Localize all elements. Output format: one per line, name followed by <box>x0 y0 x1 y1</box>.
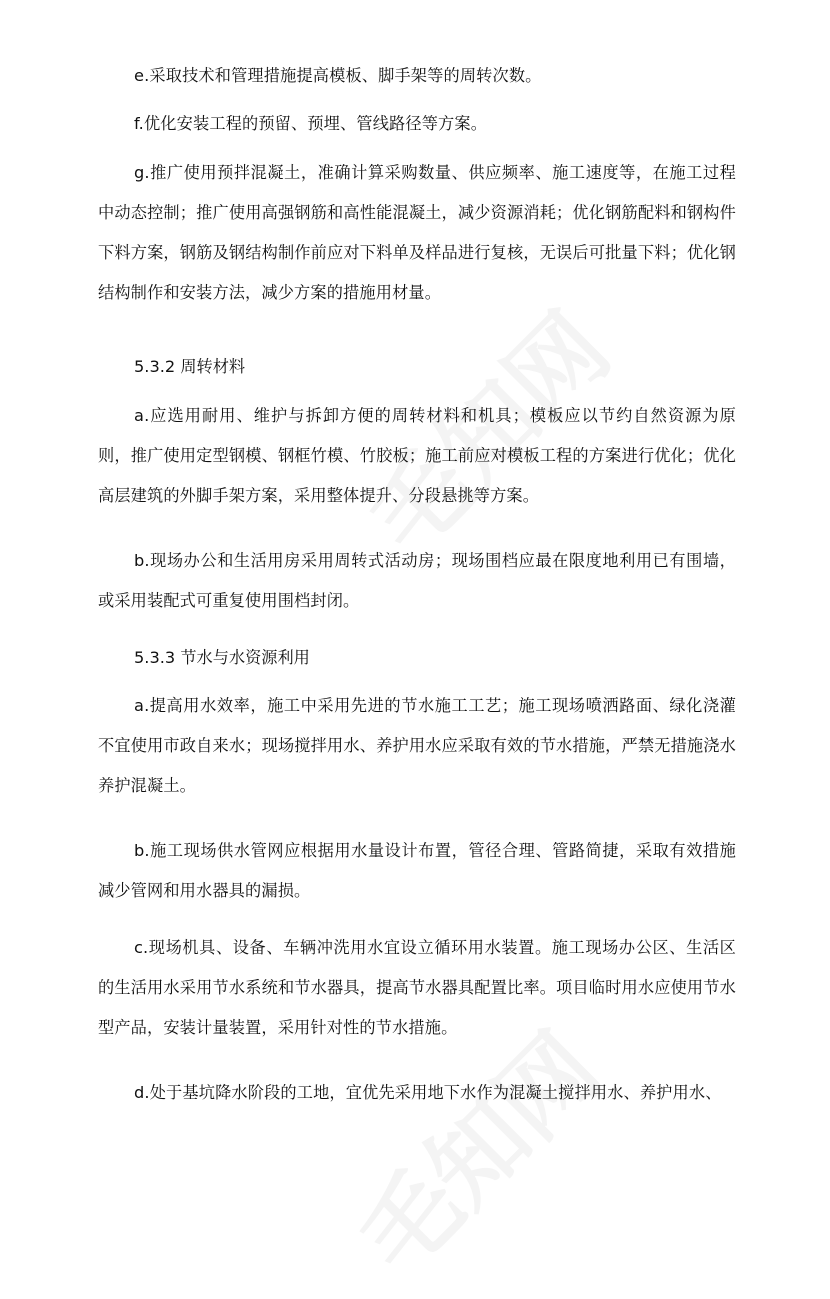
paragraph-f: f.优化安装工程的预留、预埋、管线路径等方案。 <box>134 114 488 133</box>
paragraph-5-3-3-c: c.现场机具、设备、车辆冲洗用水宜设立循环用水装置。施工现场办公区、生活区的生活用水采用节水系统和节水器具，提高节水器具配置比率。项目临时用水应使用节水型产品，安装计量装置，采用针对性的节水措施。 <box>98 938 736 1037</box>
section-heading-5-3-3: 5.3.3 节水与水资源利用 <box>134 648 310 667</box>
section-heading-5-3-2: 5.3.2 周转材料 <box>134 357 246 376</box>
paragraph-5-3-3-d: d.处于基坑降水阶段的工地，宜优先采用地下水作为混凝土搅拌用水、养护用水、 <box>134 1083 722 1102</box>
paragraph-5-3-3-a: a.提高用水效率，施工中采用先进的节水施工工艺；施工现场喷洒路面、绿化浇灌不宜使用市政自来水；现场搅拌用水、养护用水应采取有效的节水措施，严禁无措施浇水养护混凝土。 <box>98 696 736 795</box>
paragraph-5-3-3-b: b.施工现场供水管网应根据用水量设计布置，管径合理、管路简捷，采取有效措施减少管网和用水器具的漏损。 <box>98 841 736 900</box>
paragraph-5-3-2-b: b.现场办公和生活用房采用周转式活动房；现场围档应最在限度地利用已有围墙，或采用装配式可重复使用围档封闭。 <box>98 551 736 610</box>
paragraph-g: g.推广使用预拌混凝土，准确计算采购数量、供应频率、施工速度等，在施工过程中动态控制；推广使用高强钢筋和高性能混凝土，减少资源消耗；优化钢筋配料和钢构件下料方案，钢筋及钢结构制作前应对下料单及样品进行复核，无误后可批量下料；优化钢结构制作和安装方法，减少方案的措施用材量。 <box>98 163 736 302</box>
paragraph-e: e.采取技术和管理措施提高模板、脚手架等的周转次数。 <box>134 66 542 85</box>
paragraph-5-3-2-a: a.应选用耐用、维护与拆卸方便的周转材料和机具；模板应以节约自然资源为原则，推广使用定型钢模、钢框竹模、竹胶板；施工前应对模板工程的方案进行优化；优化高层建筑的外脚手架方案，采用整体提升、分段悬挑等方案。 <box>98 406 736 505</box>
